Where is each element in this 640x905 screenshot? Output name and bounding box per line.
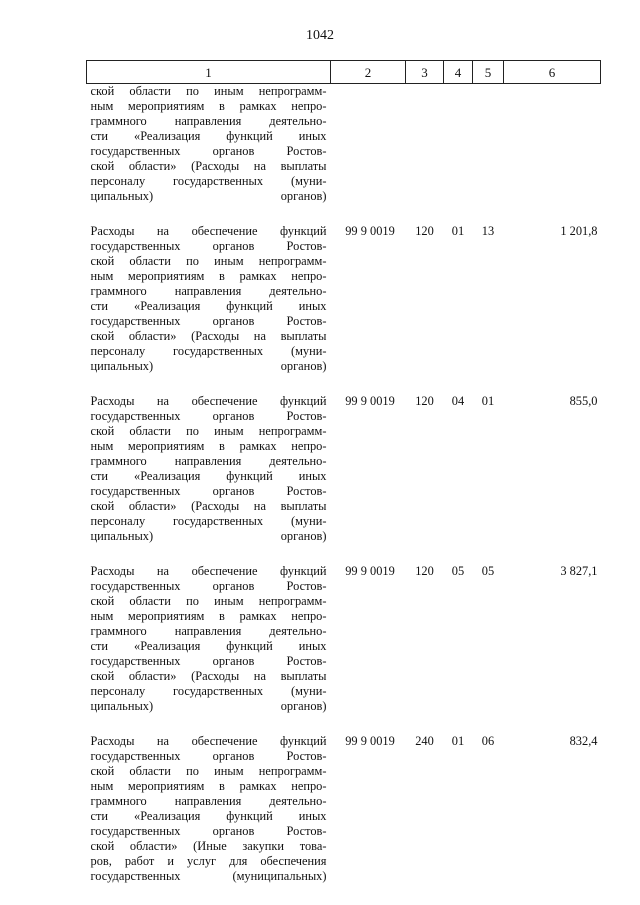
header-col-5: 5 <box>473 61 504 84</box>
row-subsection: 05 <box>481 564 495 578</box>
row-target-code: 99 9 0019 <box>345 734 395 748</box>
row-expense-type: 120 <box>415 564 434 578</box>
table-row <box>87 564 601 734</box>
row-expense-type: 120 <box>415 394 434 408</box>
row-section: 01 <box>451 734 465 748</box>
header-col-4: 4 <box>444 61 473 84</box>
row-amount: 855,0 <box>569 394 598 408</box>
row-target-code: 99 9 0019 <box>345 224 395 238</box>
row-description: Расходы на обеспечение функций государственных органов Ростов- ской области по иным непрограмм- ным мероприятиям в рамках непро- граммного направления деятельно- сти «Реализация функций иных государственных органов Ростов- ской области» (Расходы на выплаты персоналу государственных (муни- ципальных) органов) <box>90 564 327 713</box>
row-description: Расходы на обеспечение функций государственных органов Ростов- ской области по иным непрограмм- ным мероприятиям в рамках непро- граммного направления деятельно- сти «Реализация функций иных государственных органов Ростов- ской области» (Расходы на выплаты персоналу государственных (муни- ципальных) органов) <box>90 224 327 373</box>
row-expense-type: 120 <box>415 224 434 238</box>
row-description: Расходы на обеспечение функций государственных органов Ростов- ской области по иным непрограмм- ным мероприятиям в рамках непро- граммного направления деятельно- сти «Реализация функций иных государственных органов Ростов- ской области» (Расходы на выплаты персоналу государственных (муни- ципальных) органов) <box>90 394 327 543</box>
row-section: 04 <box>451 394 465 408</box>
table-body <box>87 84 601 905</box>
header-col-2: 2 <box>331 61 406 84</box>
header-col-1: 1 <box>87 61 331 84</box>
row-section <box>444 84 473 225</box>
row-description: ской области по иным непрограмм- ным мероприятиям в рамках непро- граммного направления деятельно- сти «Реализация функций иных государственных органов Ростов- ской области» (Расходы на выплаты персоналу государственных (муни- ципальных) органов) <box>90 84 327 203</box>
header-col-3: 3 <box>406 61 444 84</box>
table-row <box>87 734 601 904</box>
row-subsection <box>473 84 504 225</box>
row-amount: 1 201,8 <box>560 224 598 238</box>
row-target-code: 99 9 0019 <box>345 394 395 408</box>
table-row <box>87 394 601 564</box>
row-amount: 832,4 <box>569 734 598 748</box>
row-subsection: 13 <box>481 224 495 238</box>
table-row <box>87 84 601 225</box>
row-amount: 3 827,1 <box>560 564 598 578</box>
row-section: 01 <box>451 224 465 238</box>
row-expense-type: 240 <box>415 734 434 748</box>
row-amount <box>504 84 601 225</box>
row-target-code <box>331 84 406 225</box>
budget-table <box>86 60 601 904</box>
row-description: Расходы на обеспечение функций государственных органов Ростов- ской области по иным непрограмм- ным мероприятиям в рамках непро- граммного направления деятельно- сти «Реализация функций иных государственных органов Ростов- ской области» (Иные закупки това- ров, работ и услуг для обеспечения государственных (муниципальных) <box>90 734 327 883</box>
page-number: 1042 <box>306 28 334 43</box>
row-target-code: 99 9 0019 <box>345 564 395 578</box>
header-col-6: 6 <box>504 61 601 84</box>
row-section: 05 <box>451 564 465 578</box>
table-row <box>87 224 601 394</box>
row-subsection: 01 <box>481 394 495 408</box>
row-subsection: 06 <box>481 734 495 748</box>
table-header <box>87 61 601 84</box>
header-row <box>87 61 601 84</box>
row-expense-type <box>406 84 444 225</box>
